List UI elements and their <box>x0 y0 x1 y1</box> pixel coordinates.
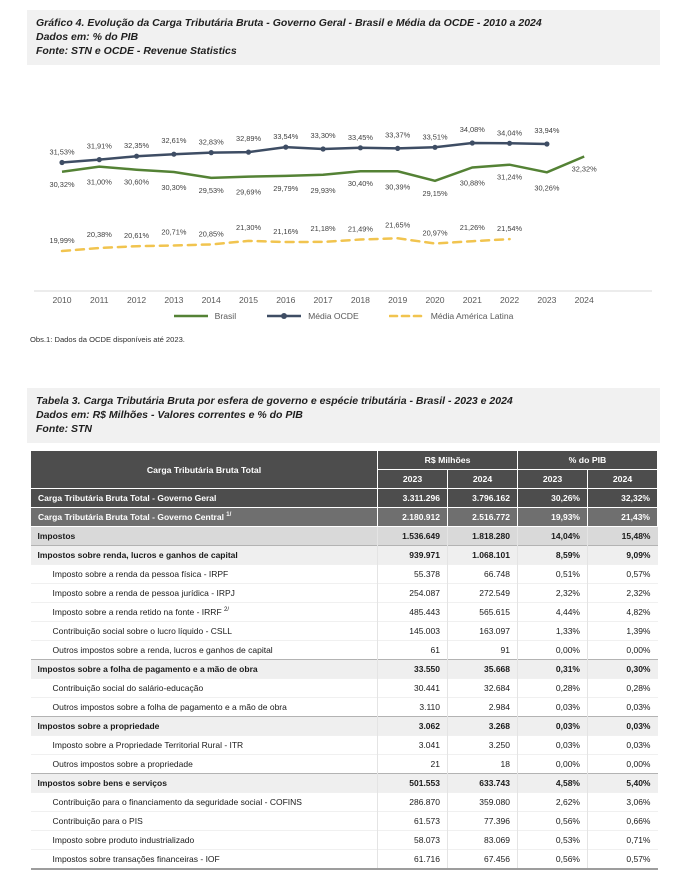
cell-value: 21,43% <box>588 508 658 527</box>
svg-text:2020: 2020 <box>425 295 445 305</box>
svg-text:29,93%: 29,93% <box>310 185 336 195</box>
cell-value: 3.110 <box>378 698 448 717</box>
cell-value: 15,48% <box>588 527 658 546</box>
svg-text:30,60%: 30,60% <box>124 177 150 187</box>
row-label: Imposto sobre a renda retido na fonte - IRRF $^{2/}$ <box>31 603 378 622</box>
svg-text:31,53%: 31,53% <box>49 147 75 157</box>
cell-value: 61.573 <box>378 812 448 831</box>
table-subtitle: Dados em: R$ Milhões - Valores correntes e % do PIB <box>36 409 303 421</box>
svg-text:2024: 2024 <box>574 295 594 305</box>
cell-value: 3.250 <box>448 736 518 755</box>
cell-value: 1.536.649 <box>378 527 448 546</box>
cell-value: 35.668 <box>448 660 518 679</box>
cell-value: 3.041 <box>378 736 448 755</box>
svg-text:20,38%: 20,38% <box>86 230 112 239</box>
svg-text:2019: 2019 <box>388 295 408 305</box>
cell-value: 2,32% <box>588 584 658 603</box>
cell-value: 1,39% <box>588 622 658 641</box>
svg-text:2018: 2018 <box>350 295 370 305</box>
cell-value: 1.818.280 <box>448 527 518 546</box>
table-row <box>31 679 658 698</box>
row-label: Outros impostos sobre a folha de pagamento e a mão de obra <box>31 698 378 717</box>
svg-text:33,54%: 33,54% <box>273 132 299 142</box>
legend-label: Média OCDE <box>308 311 359 321</box>
table-row <box>31 755 658 774</box>
svg-text:30,39%: 30,39% <box>385 182 411 192</box>
cell-value: 5,40% <box>588 774 658 793</box>
svg-text:29,69%: 29,69% <box>235 187 262 197</box>
cell-value: 145.003 <box>378 622 448 641</box>
svg-text:2023: 2023 <box>537 295 557 305</box>
svg-text:29,79%: 29,79% <box>273 183 299 193</box>
cell-value: 4,44% <box>518 603 588 622</box>
table-row <box>31 565 658 584</box>
cell-value: 0,66% <box>588 812 658 831</box>
chart-note: Obs.1: Dados da OCDE disponíveis até 2023. <box>30 335 185 344</box>
svg-text:30,30%: 30,30% <box>161 183 187 192</box>
cell-value: 66.748 <box>448 565 518 584</box>
cell-value: 0,57% <box>588 565 658 584</box>
cell-value: 485.443 <box>378 603 448 622</box>
table-row <box>31 622 658 641</box>
cell-value: 3.311.296 <box>378 489 448 508</box>
svg-text:34,04%: 34,04% <box>497 128 523 138</box>
cell-value: 0,03% <box>588 698 658 717</box>
cell-value: 359.080 <box>448 793 518 812</box>
row-label: Imposto sobre a renda da pessoa física - IRPF <box>31 565 378 584</box>
svg-text:34,08%: 34,08% <box>459 125 485 134</box>
table-title-block <box>27 388 660 443</box>
table-header-year: 2023 <box>378 470 448 489</box>
cell-value: 0,30% <box>588 660 658 679</box>
cell-value: 30,26% <box>518 489 588 508</box>
row-label: Contribuição social sobre o lucro líquido - CSLL <box>31 622 378 641</box>
cell-value: 61.716 <box>378 850 448 870</box>
cell-value: 18 <box>448 755 518 774</box>
cell-value: 0,56% <box>518 850 588 870</box>
row-label: Impostos sobre renda, lucros e ganhos de capital <box>31 546 378 565</box>
cell-value: 83.069 <box>448 831 518 850</box>
row-label: Imposto sobre a Propriedade Territorial Rural - ITR <box>31 736 378 755</box>
table-row <box>31 508 658 527</box>
cell-value: 501.553 <box>378 774 448 793</box>
line-chart <box>0 93 686 309</box>
table-row <box>31 717 658 736</box>
chart-subtitle: Dados em: % do PIB <box>36 31 139 43</box>
cell-value: 0,00% <box>588 641 658 660</box>
table-row <box>31 584 658 603</box>
svg-text:2015: 2015 <box>238 295 259 305</box>
cell-value: 3.062 <box>378 717 448 736</box>
svg-text:30,32%: 30,32% <box>49 179 75 189</box>
table-header-year: 2024 <box>588 470 658 489</box>
svg-text:32,61%: 32,61% <box>161 136 187 146</box>
cell-value: 2.516.772 <box>448 508 518 527</box>
cell-value: 30.441 <box>378 679 448 698</box>
row-label: Impostos sobre transações financeiras - IOF <box>31 850 378 870</box>
svg-text:29,53%: 29,53% <box>198 185 224 195</box>
svg-text:30,40%: 30,40% <box>347 179 373 189</box>
row-label: Impostos <box>31 527 378 546</box>
cell-value: 0,31% <box>518 660 588 679</box>
cell-value: 21 <box>378 755 448 774</box>
table-row <box>31 489 658 508</box>
svg-text:31,24%: 31,24% <box>497 172 523 182</box>
data-table <box>30 450 658 870</box>
svg-text:31,00%: 31,00% <box>86 177 112 187</box>
table-row <box>31 527 658 546</box>
row-label: Impostos sobre a propriedade <box>31 717 378 736</box>
legend-swatch <box>173 311 209 321</box>
svg-text:32,32%: 32,32% <box>571 164 597 174</box>
row-label: Impostos sobre bens e serviços <box>31 774 378 793</box>
cell-value: 633.743 <box>448 774 518 793</box>
table-header-year: 2023 <box>518 470 588 489</box>
row-label: Imposto sobre a renda de pessoa jurídica - IRPJ <box>31 584 378 603</box>
cell-value: 0,57% <box>588 850 658 870</box>
table-row <box>31 698 658 717</box>
row-label: Impostos sobre a folha de pagamento e a mão de obra <box>31 660 378 679</box>
cell-value: 32.684 <box>448 679 518 698</box>
table-row <box>31 641 658 660</box>
svg-text:30,26%: 30,26% <box>534 183 560 193</box>
row-label: Carga Tributária Bruta Total - Governo Geral <box>31 489 378 508</box>
svg-text:20,61%: 20,61% <box>124 231 150 241</box>
legend-item <box>389 311 514 321</box>
svg-text:33,30%: 33,30% <box>310 131 336 140</box>
cell-value: 272.549 <box>448 584 518 603</box>
cell-value: 0,51% <box>518 565 588 584</box>
svg-text:20,85%: 20,85% <box>198 229 224 239</box>
svg-text:21,18%: 21,18% <box>310 223 336 233</box>
svg-text:2017: 2017 <box>313 295 333 305</box>
cell-value: 0,71% <box>588 831 658 850</box>
table-header-main: Carga Tributária Bruta Total <box>31 451 378 489</box>
cell-value: 0,56% <box>518 812 588 831</box>
cell-value: 4,82% <box>588 603 658 622</box>
cell-value: 32,32% <box>588 489 658 508</box>
cell-value: 0,00% <box>588 755 658 774</box>
table-source: Fonte: STN <box>36 423 92 435</box>
row-label: Contribuição para o PIS <box>31 812 378 831</box>
cell-value: 91 <box>448 641 518 660</box>
cell-value: 1,33% <box>518 622 588 641</box>
cell-value: 2,62% <box>518 793 588 812</box>
svg-text:32,89%: 32,89% <box>235 134 262 144</box>
svg-text:20,71%: 20,71% <box>161 227 187 237</box>
cell-value: 2,32% <box>518 584 588 603</box>
cell-value: 0,28% <box>588 679 658 698</box>
svg-text:32,83%: 32,83% <box>198 137 224 147</box>
table-title: Tabela 3. Carga Tributária Bruta por esfera de governo e espécie tributária - Brasil - 2023 e 2024 <box>36 395 513 407</box>
cell-value: 0,03% <box>518 698 588 717</box>
svg-text:2016: 2016 <box>276 295 296 305</box>
cell-value: 0,28% <box>518 679 588 698</box>
cell-value: 0,03% <box>588 717 658 736</box>
cell-value: 0,00% <box>518 641 588 660</box>
cell-value: 77.396 <box>448 812 518 831</box>
cell-value: 33.550 <box>378 660 448 679</box>
legend-item <box>266 311 359 321</box>
svg-text:2011: 2011 <box>90 295 109 305</box>
table-body <box>31 489 658 870</box>
chart-source: Fonte: STN e OCDE - Revenue Statistics <box>36 45 237 57</box>
table-row <box>31 793 658 812</box>
svg-text:31,91%: 31,91% <box>86 141 112 151</box>
table-header-pib: % do PIB <box>518 451 658 470</box>
table-row <box>31 812 658 831</box>
legend-swatch <box>389 311 425 321</box>
svg-text:33,94%: 33,94% <box>534 126 560 135</box>
table-header-year: 2024 <box>448 470 518 489</box>
table-row <box>31 546 658 565</box>
svg-text:21,54%: 21,54% <box>497 224 523 234</box>
svg-text:33,37%: 33,37% <box>385 130 411 140</box>
cell-value: 2.180.912 <box>378 508 448 527</box>
cell-value: 1.068.101 <box>448 546 518 565</box>
table-row <box>31 774 658 793</box>
row-label: Contribuição para o financiamento da seguridade social - COFINS <box>31 793 378 812</box>
cell-value: 3.796.162 <box>448 489 518 508</box>
cell-value: 55.378 <box>378 565 448 584</box>
cell-value: 61 <box>378 641 448 660</box>
svg-text:2021: 2021 <box>462 295 482 305</box>
chart-legend <box>0 311 686 321</box>
chart-title-block <box>27 10 660 65</box>
svg-text:33,45%: 33,45% <box>347 132 373 142</box>
svg-text:21,16%: 21,16% <box>273 227 299 236</box>
cell-value: 3,06% <box>588 793 658 812</box>
legend-label: Brasil <box>214 311 237 321</box>
cell-value: 163.097 <box>448 622 518 641</box>
row-label: Carga Tributária Bruta Total - Governo Central $^{1/}$ <box>31 508 378 527</box>
cell-value: 0,00% <box>518 755 588 774</box>
cell-value: 0,03% <box>518 717 588 736</box>
table-row <box>31 831 658 850</box>
legend-swatch <box>266 311 302 321</box>
cell-value: 0,53% <box>518 831 588 850</box>
svg-text:2014: 2014 <box>201 295 221 305</box>
cell-value: 286.870 <box>378 793 448 812</box>
table-row <box>31 850 658 870</box>
row-label: Outros impostos sobre a propriedade <box>31 755 378 774</box>
cell-value: 2.984 <box>448 698 518 717</box>
cell-value: 8,59% <box>518 546 588 565</box>
svg-text:21,26%: 21,26% <box>459 223 485 233</box>
cell-value: 14,04% <box>518 527 588 546</box>
cell-value: 0,03% <box>588 736 658 755</box>
svg-text:2022: 2022 <box>500 295 520 305</box>
svg-text:2012: 2012 <box>127 295 147 305</box>
svg-text:21,49%: 21,49% <box>347 224 373 234</box>
cell-value: 9,09% <box>588 546 658 565</box>
cell-value: 939.971 <box>378 546 448 565</box>
svg-text:21,65%: 21,65% <box>385 220 411 230</box>
svg-text:29,15%: 29,15% <box>422 188 448 198</box>
cell-value: 565.615 <box>448 603 518 622</box>
cell-value: 0,03% <box>518 736 588 755</box>
svg-text:20,97%: 20,97% <box>422 228 448 238</box>
cell-value: 3.268 <box>448 717 518 736</box>
row-label: Imposto sobre produto industrializado <box>31 831 378 850</box>
table-header-rs: R$ Milhões <box>378 451 518 470</box>
svg-text:19,99%: 19,99% <box>49 236 75 245</box>
legend-label: Média América Latina <box>430 311 514 321</box>
cell-value: 4,58% <box>518 774 588 793</box>
report-page <box>0 10 686 876</box>
chart-title: Gráfico 4. Evolução da Carga Tributária Bruta - Governo Geral - Brasil e Média da OCDE - 2010 a 2024 <box>36 17 542 29</box>
row-label: Contribuição social do salário-educação <box>31 679 378 698</box>
table-row <box>31 736 658 755</box>
svg-text:32,35%: 32,35% <box>124 141 150 151</box>
table-row <box>31 603 658 622</box>
cell-value: 58.073 <box>378 831 448 850</box>
cell-value: 19,93% <box>518 508 588 527</box>
svg-text:33,51%: 33,51% <box>422 132 448 142</box>
svg-text:30,88%: 30,88% <box>459 178 485 188</box>
cell-value: 254.087 <box>378 584 448 603</box>
legend-item <box>173 311 237 321</box>
table-row <box>31 660 658 679</box>
row-label: Outros impostos sobre a renda, lucros e ganhos de capital <box>31 641 378 660</box>
svg-text:21,30%: 21,30% <box>235 222 262 232</box>
svg-text:2010: 2010 <box>52 295 72 305</box>
cell-value: 67.456 <box>448 850 518 870</box>
svg-text:2013: 2013 <box>164 295 184 305</box>
